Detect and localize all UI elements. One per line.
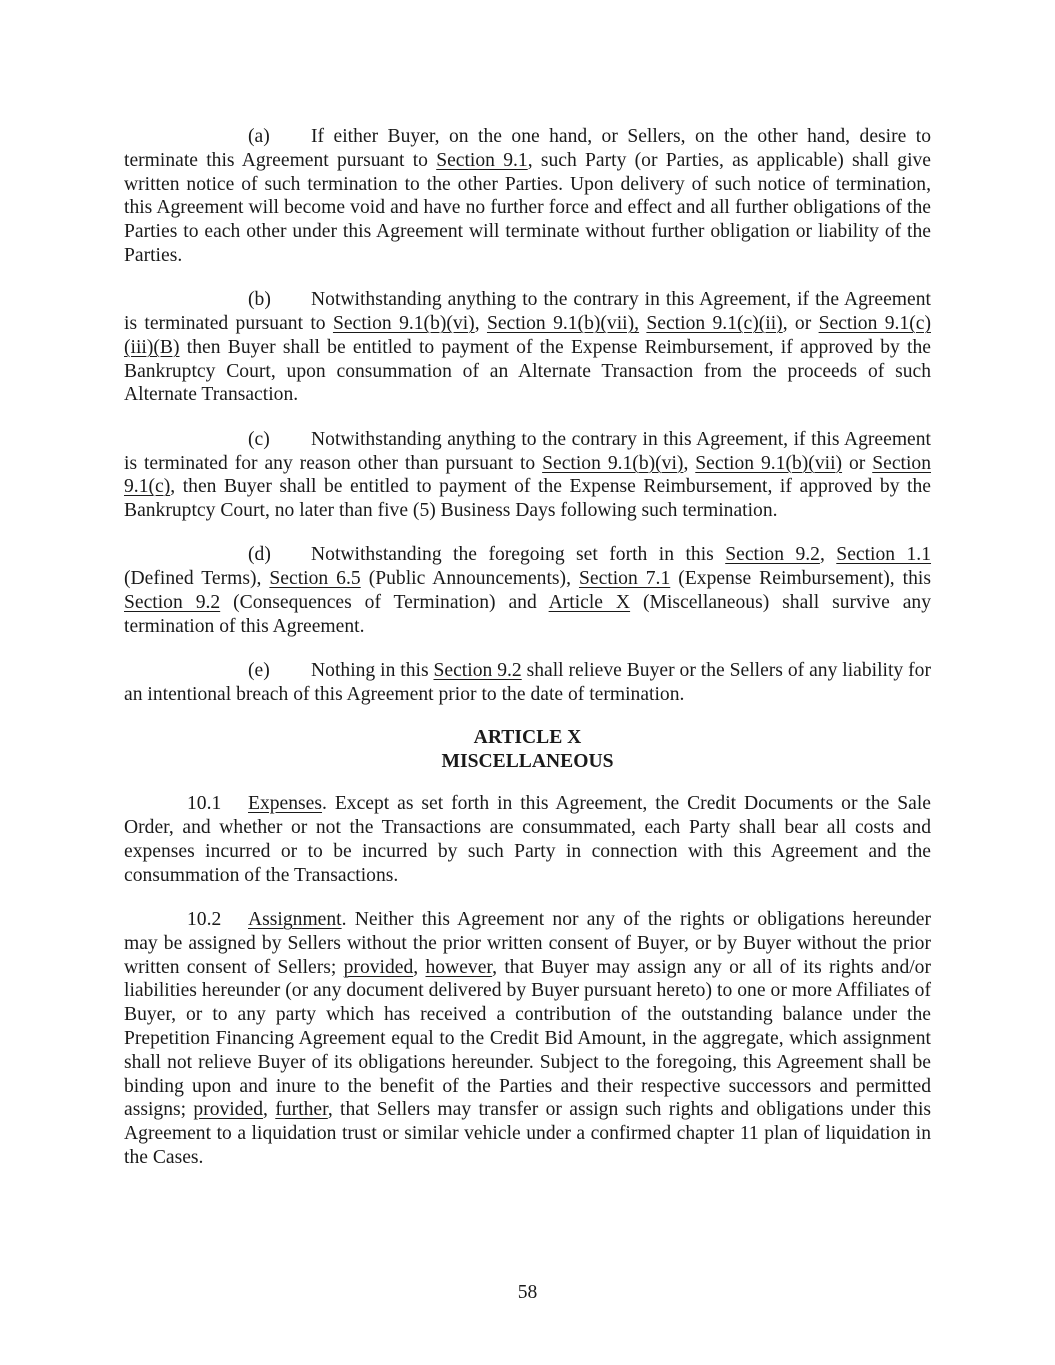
- paragraph-c: [124, 428, 931, 523]
- page-number: 58: [517, 1282, 538, 1303]
- cross-reference: Expenses: [248, 793, 323, 815]
- section-body: Expenses. Except as set forth in this Agreement, the Credit Documents or the Sale Order, and whether or not the Transactions are consummated, each Party shall bear all costs and expenses incurred or to be incurred by such Party in connection with this Agreement and the consummation of the Transactions.: [124, 793, 931, 886]
- cross-reference: Section 9.1(c)(ii): [646, 313, 783, 335]
- section-body: Assignment. Neither this Agreement nor any of the rights or obligations hereunder may be assigned by Sellers without the prior written consent of Buyer, or by Buyer without the prior written consent of Sellers; provided, however, that Buyer may assign any or all of its rights and/or liabilities hereunder (or any document delivered by Buyer pursuant hereto) to one or more Affiliates of Buyer, or to any party which has received a contribution of the outstanding balance under the Prepetition Financing Agreement equal to the Credit Bid Amount, in the aggregate, which assignment shall not relieve Buyer of its obligations hereunder. Subject to the foregoing, this Agreement shall be binding upon and inure to the benefit of the Parties and their respective successors and permitted assigns; provided, further, that Sellers may transfer or assign such rights and obligations under this Agreement to a liquidation trust or similar vehicle under a confirmed chapter 11 plan of liquidation in the Cases.: [124, 908, 932, 1168]
- cross-reference: Section 9.1(b)(vii),: [486, 313, 640, 335]
- article-heading: [124, 726, 931, 774]
- cross-reference: Section 9.1(b)(vi): [542, 452, 684, 474]
- paragraph-b: [124, 288, 931, 407]
- paragraph-label: (c): [248, 428, 270, 450]
- cross-reference: Section 9.2: [433, 660, 522, 682]
- section-number: 10.1: [187, 793, 222, 815]
- cross-reference: Section 9.2: [725, 544, 820, 566]
- cross-reference: Assignment: [248, 908, 342, 930]
- cross-reference: Section 9.1: [436, 149, 528, 171]
- paragraph-label: (d): [248, 544, 271, 566]
- cross-reference: however: [425, 956, 493, 978]
- section-number: 10.2: [187, 908, 222, 930]
- cross-reference: Section 1.1: [836, 544, 932, 566]
- cross-reference: further: [275, 1099, 328, 1121]
- paragraph-body: Notwithstanding anything to the contrary in this Agreement, if this Agreement is terminated for any reason other than pursuant to Section 9.1(b)(vi), Section 9.1(b)(vii) or Section 9.1(c), then Buyer shall be entitled to payment of the Expense Reimbursement, if approved by the Bankruptcy Court, no later than five (5) Business Days following such termination.: [124, 428, 931, 522]
- section-10-1: [124, 792, 931, 887]
- cross-reference: provided: [343, 956, 414, 978]
- paragraph-label: (e): [248, 660, 270, 682]
- paragraph-a: [124, 125, 931, 268]
- paragraph-body: Nothing in this Section 9.2 shall relieve Buyer or the Sellers of any liability for an intentional breach of this Agreement prior to the date of termination.: [124, 660, 931, 705]
- article-number: ARTICLE X: [473, 727, 582, 749]
- paragraph-d: [124, 543, 931, 638]
- paragraph-body: Notwithstanding the foregoing set forth in this Section 9.2, Section 1.1 (Defined Terms), Section 6.5 (Public Announcements), Section 7.1 (Expense Reimbursement), this Section 9.2 (Consequences of Termination) and Article X (Miscellaneous) shall survive any termination of this Agreement.: [124, 544, 932, 637]
- cross-reference: Section 7.1: [578, 568, 671, 590]
- section-10-2: [124, 908, 931, 1170]
- paragraph-body: Notwithstanding anything to the contrary in this Agreement, if the Agreement is terminated pursuant to Section 9.1(b)(vi), Section 9.1(b)(vii), Section 9.1(c)(ii), or Section 9.1(c)(iii)(B) then Buyer shall be entitled to payment of the Expense Reimbursement, if approved by the Bankruptcy Court, upon consummation of an Alternate Transaction from the proceeds of such Alternate Transaction.: [124, 289, 931, 406]
- cross-reference: Section 9.1(c): [124, 452, 931, 498]
- cross-reference: Section 6.5: [269, 568, 361, 590]
- cross-reference: provided: [193, 1099, 264, 1121]
- article-title: MISCELLANEOUS: [441, 751, 614, 773]
- paragraph-label: (a): [248, 126, 270, 147]
- cross-reference: Section 9.2: [124, 592, 221, 614]
- paragraph-body: If either Buyer, on the one hand, or Sellers, on the other hand, desire to terminate this Agreement pursuant to Section 9.1, such Party (or Parties, as applicable) shall give written notice of such termination to the other Parties. Upon delivery of such notice of termination, this Agreement will become void and have no further force and effect and all further obligations of the Parties to each other under this Agreement will terminate without further obligation or liability of the Parties.: [124, 126, 932, 266]
- cross-reference: Section 9.1(c)(iii)(B): [124, 313, 931, 358]
- cross-reference: Section 9.1(b)(vii): [695, 452, 843, 474]
- paragraph-label: (b): [248, 289, 271, 311]
- document-page: [124, 125, 931, 1190]
- paragraph-e: [124, 659, 931, 707]
- cross-reference: Section 9.1(b)(vi): [332, 313, 475, 335]
- cross-reference: Article X: [548, 592, 631, 614]
